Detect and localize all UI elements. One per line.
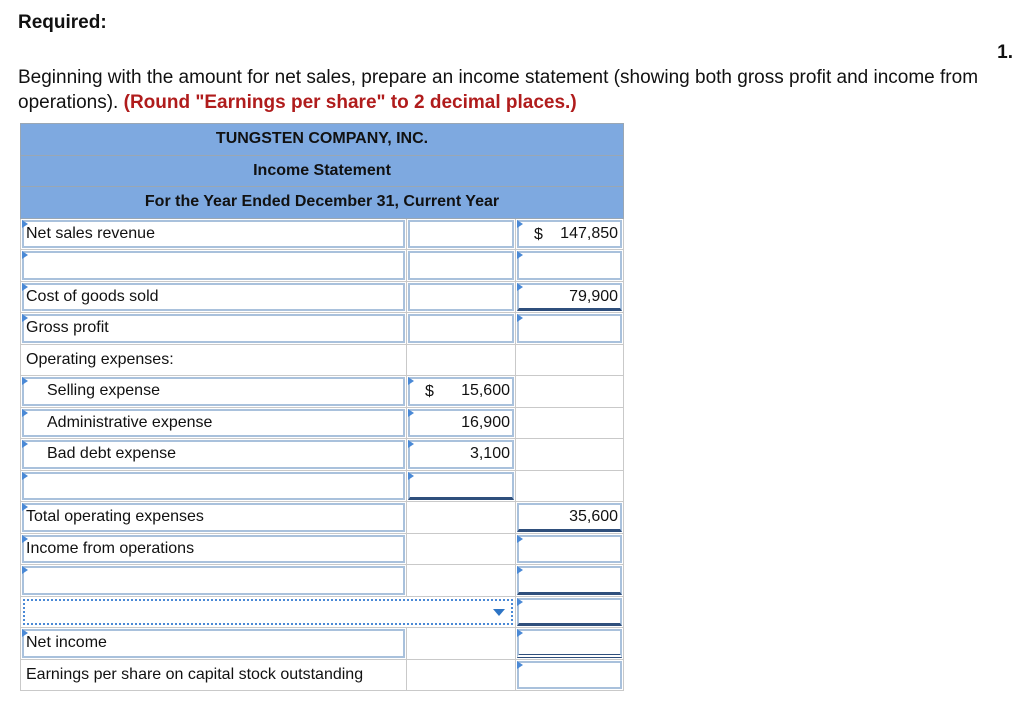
amount-input[interactable]: 3,100 [407, 439, 516, 471]
input-flag-icon [517, 314, 523, 322]
input-flag-icon [408, 472, 414, 480]
input-flag-icon [517, 283, 523, 291]
input-flag-icon [517, 220, 523, 228]
input-flag-icon [408, 377, 414, 385]
input-flag-icon [517, 535, 523, 543]
amount-input[interactable] [407, 470, 516, 502]
total-input[interactable] [516, 250, 624, 282]
input-flag-icon [22, 472, 28, 480]
statement-title: Income Statement [21, 155, 624, 187]
label-input[interactable]: Selling expense [21, 376, 407, 408]
label-input[interactable]: Total operating expenses [21, 502, 407, 534]
total-input[interactable] [516, 596, 624, 628]
amount-input[interactable]: 16,900 [407, 407, 516, 439]
label-input[interactable]: Income from operations [21, 533, 407, 565]
amount-input[interactable] [407, 281, 516, 313]
input-flag-icon [22, 566, 28, 574]
account-select[interactable] [21, 596, 516, 628]
chevron-down-icon[interactable] [493, 609, 505, 616]
row-net-sales [21, 218, 624, 250]
input-flag-icon [517, 661, 523, 669]
row-gross-profit [21, 313, 624, 345]
company-name: TUNGSTEN COMPANY, INC. [21, 124, 624, 156]
input-flag-icon [408, 440, 414, 448]
row-net-income [21, 628, 624, 660]
eps-label: Earnings per share on capital stock outstanding [21, 659, 407, 691]
total-input[interactable] [516, 533, 624, 565]
input-flag-icon [517, 566, 523, 574]
input-flag-icon [408, 409, 414, 417]
row-blank-3 [21, 565, 624, 597]
input-flag-icon [22, 535, 28, 543]
input-flag-icon [22, 251, 28, 259]
row-blank-2 [21, 470, 624, 502]
total-input[interactable] [516, 628, 624, 660]
label-input[interactable]: Gross profit [21, 313, 407, 345]
row-eps [21, 659, 624, 691]
dollar-sign: $ [534, 225, 543, 243]
input-flag-icon [517, 598, 523, 606]
row-selling-expense [21, 376, 624, 408]
income-statement-table [20, 123, 624, 691]
total-input[interactable] [516, 565, 624, 597]
total-input[interactable]: 35,600 [516, 502, 624, 534]
total-input[interactable] [516, 313, 624, 345]
input-flag-icon [517, 629, 523, 637]
amount-input[interactable] [407, 313, 516, 345]
required-heading: Required: [18, 12, 107, 33]
label-input[interactable]: Administrative expense [21, 407, 407, 439]
row-income-operations [21, 533, 624, 565]
label-input[interactable]: Cost of goods sold [21, 281, 407, 313]
input-flag-icon [22, 314, 28, 322]
row-cogs [21, 281, 624, 313]
rounding-note: (Round "Earnings per share" to 2 decimal places.) [123, 92, 577, 113]
total-input[interactable]: 79,900 [516, 281, 624, 313]
row-bad-debt-expense [21, 439, 624, 471]
statement-period: For the Year Ended December 31, Current Year [21, 187, 624, 219]
label-input[interactable]: Net sales revenue [21, 218, 407, 250]
label-input[interactable]: Net income [21, 628, 407, 660]
input-flag-icon [22, 409, 28, 417]
label-input[interactable] [21, 565, 407, 597]
opex-heading: Operating expenses: [21, 344, 407, 376]
label-input[interactable]: Bad debt expense [21, 439, 407, 471]
total-input[interactable]: $ 147,850 [516, 218, 624, 250]
input-flag-icon [22, 283, 28, 291]
input-flag-icon [22, 503, 28, 511]
amount-input[interactable] [407, 250, 516, 282]
amount-input[interactable] [407, 218, 516, 250]
total-input[interactable] [516, 659, 624, 691]
row-dropdown [21, 596, 624, 628]
label-input[interactable] [21, 250, 407, 282]
input-flag-icon [22, 220, 28, 228]
row-opex-header [21, 344, 624, 376]
input-flag-icon [22, 629, 28, 637]
row-admin-expense [21, 407, 624, 439]
instruction-body: Beginning with the amount for net sales, prepare an income statement (showing both gross profit and income from operations). [18, 67, 979, 113]
item-number: 1. [997, 42, 1013, 63]
input-flag-icon [22, 377, 28, 385]
label-input[interactable] [21, 470, 407, 502]
row-blank-1 [21, 250, 624, 282]
row-total-opex [21, 502, 624, 534]
amount-input[interactable]: $ 15,600 [407, 376, 516, 408]
input-flag-icon [22, 440, 28, 448]
dollar-sign: $ [425, 383, 434, 400]
input-flag-icon [517, 251, 523, 259]
instruction-text [18, 40, 1018, 115]
